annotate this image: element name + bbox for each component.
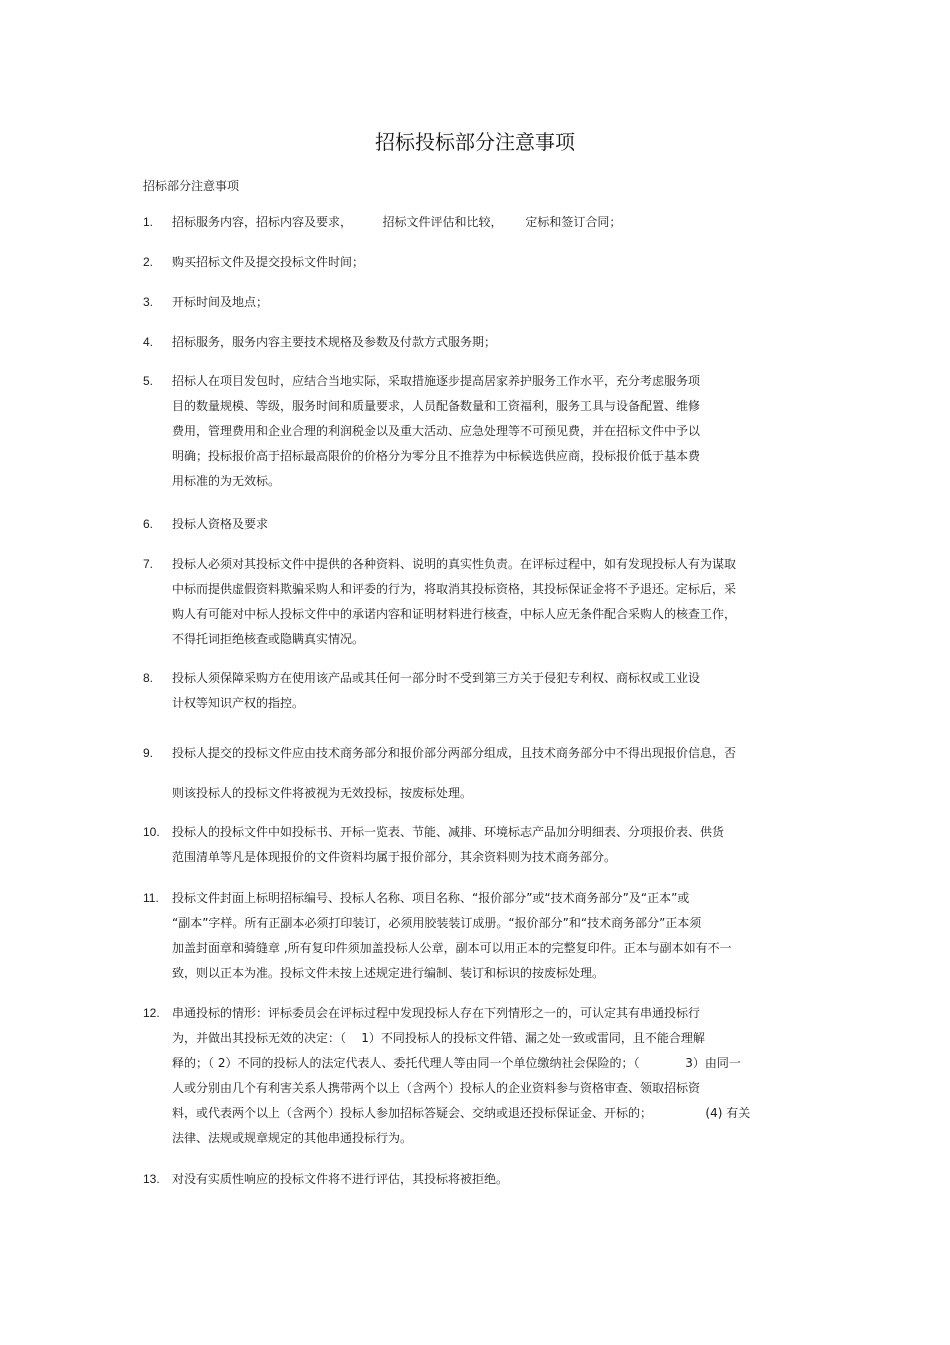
item-number: 2. xyxy=(143,255,154,269)
item-text-line: 串通投标的情形：评标委员会在评标过程中发现投标人存在下列情形之一的，可认定其有串通投标行 xyxy=(172,1006,701,1020)
item-text-line: 致，则以正本为准。投标文件未按上述规定进行编制、装订和标识的按废标处理。 xyxy=(172,966,605,980)
item-number: 6. xyxy=(143,517,154,531)
item-number: 12. xyxy=(143,1006,160,1020)
item-number: 13. xyxy=(143,1172,160,1186)
item-text-line: 加盖封面章和骑缝章 ,所有复印件须加盖投标人公章，副本可以用正本的完整复印件。正本与副本如有不一 xyxy=(172,941,732,955)
item-text-line: 明确；投标报价高于招标最高限价的价格分为零分且不推荐为中标候选供应商，投标报价低于基本费 xyxy=(172,449,701,463)
item-text-line: 投标人提交的投标文件应由技术商务部分和报价部分两部分组成，且技术商务部分中不得出现报价信息，否 xyxy=(172,746,737,760)
item-text-line: 投标人必须对其投标文件中提供的各种资料、说明的真实性负责。在评标过程中，如有发现投标人有为谋取 xyxy=(172,557,737,571)
item-number: 11. xyxy=(143,891,159,905)
item-text-line: 招标人在项目发包时，应结合当地实际，采取措施逐步提高居家养护服务工作水平，充分考虑服务项 xyxy=(172,374,701,388)
item-text-line: 则该投标人的投标文件将被视为无效投标，按废标处理。 xyxy=(172,786,473,800)
item-text-line: 目的数量规模、等级，服务时间和质量要求，人员配备数量和工资福利，服务工具与设备配置、维修 xyxy=(172,399,701,413)
item-text-line: 中标而提供虚假资料欺骗采购人和评委的行为，将取消其投标资格，其投标保证金将不予退还。定标后，采 xyxy=(172,582,737,596)
document-title: 招标投标部分注意事项 xyxy=(375,130,575,154)
item-text-line: 法律、法规或规章规定的其他串通投标行为。 xyxy=(172,1131,413,1145)
item-number: 3. xyxy=(143,295,154,309)
item-text-line: 投标人资格及要求 xyxy=(172,517,269,531)
item-number: 1. xyxy=(143,215,154,229)
item-text-line: 不得托词拒绝核查或隐瞒真实情况。 xyxy=(172,632,365,646)
item-text-line: 计权等知识产权的指控。 xyxy=(172,696,305,710)
document-subtitle: 招标部分注意事项 xyxy=(143,179,240,193)
item-number: 4. xyxy=(143,335,154,349)
item-text-line: 开标时间及地点； xyxy=(172,295,269,309)
item-text-line: 人或分别由几个有利害关系人携带两个以上（含两个）投标人的企业资料参与资格审查、领取招标资 xyxy=(172,1081,701,1095)
item-number: 7. xyxy=(143,557,154,571)
item-number: 10. xyxy=(143,825,160,839)
item-text-line: 对没有实质性响应的投标文件将不进行评估，其投标将被拒绝。 xyxy=(172,1172,509,1186)
item-text-line: 购人有可能对中标人投标文件中的承诺内容和证明材料进行核查，中标人应无条件配合采购人的核查工作， xyxy=(172,607,737,621)
item-text-line: 投标人的投标文件中如投标书、开标一览表、节能、减排、环境标志产品加分明细表、分项报价表、供货 xyxy=(172,825,725,839)
item-text-line: 投标人须保障采购方在使用该产品或其任何一部分时不受到第三方关于侵犯专利权、商标权或工业设 xyxy=(172,671,701,685)
item-text-line: 范围清单等凡是体现报价的文件资料均属于报价部分，其余资料则为技术商务部分。 xyxy=(172,850,617,864)
item-text-line: 投标文件封面上标明招标编号、投标人名称、项目名称、“报价部分”或“技术商务部分”及“正本”或 xyxy=(172,891,690,905)
item-number: 9. xyxy=(143,746,154,760)
item-text-line: 购买招标文件及提交投标文件时间； xyxy=(172,255,365,269)
item-text-line: 料，或代表两个以上（含两个）投标人参加招标答疑会、交纳或退还投标保证金、开标的； (4) 有关 xyxy=(172,1106,751,1120)
item-text-line: 释的；（ 2）不同的投标人的法定代表人、委托代理人等由同一个单位缴纳社会保险的；（ 3）由同一 xyxy=(172,1056,741,1070)
item-text-line: 为，并做出其投标无效的决定：（ 1）不同投标人的投标文件错、漏之处一致或雷同，且不能合理解 xyxy=(172,1031,705,1045)
item-text-line: 费用，管理费用和企业合理的利润税金以及重大活动、应急处理等不可预见费，并在招标文件中予以 xyxy=(172,424,701,438)
item-text-line: 招标服务，服务内容主要技术规格及参数及付款方式服务期； xyxy=(172,335,497,349)
item-text-line: 用标准的为无效标。 xyxy=(172,474,281,488)
item-text-line: “副本”字样。所有正副本必须打印装订，必须用胶装装订成册。“报价部分”和“技术商务部分”正本须 xyxy=(172,916,702,930)
item-number: 8. xyxy=(143,671,154,685)
item-number: 5. xyxy=(143,374,154,388)
item-text-line: 招标服务内容，招标内容及要求， 招标文件评估和比较， 定标和签订合同； xyxy=(172,215,622,229)
